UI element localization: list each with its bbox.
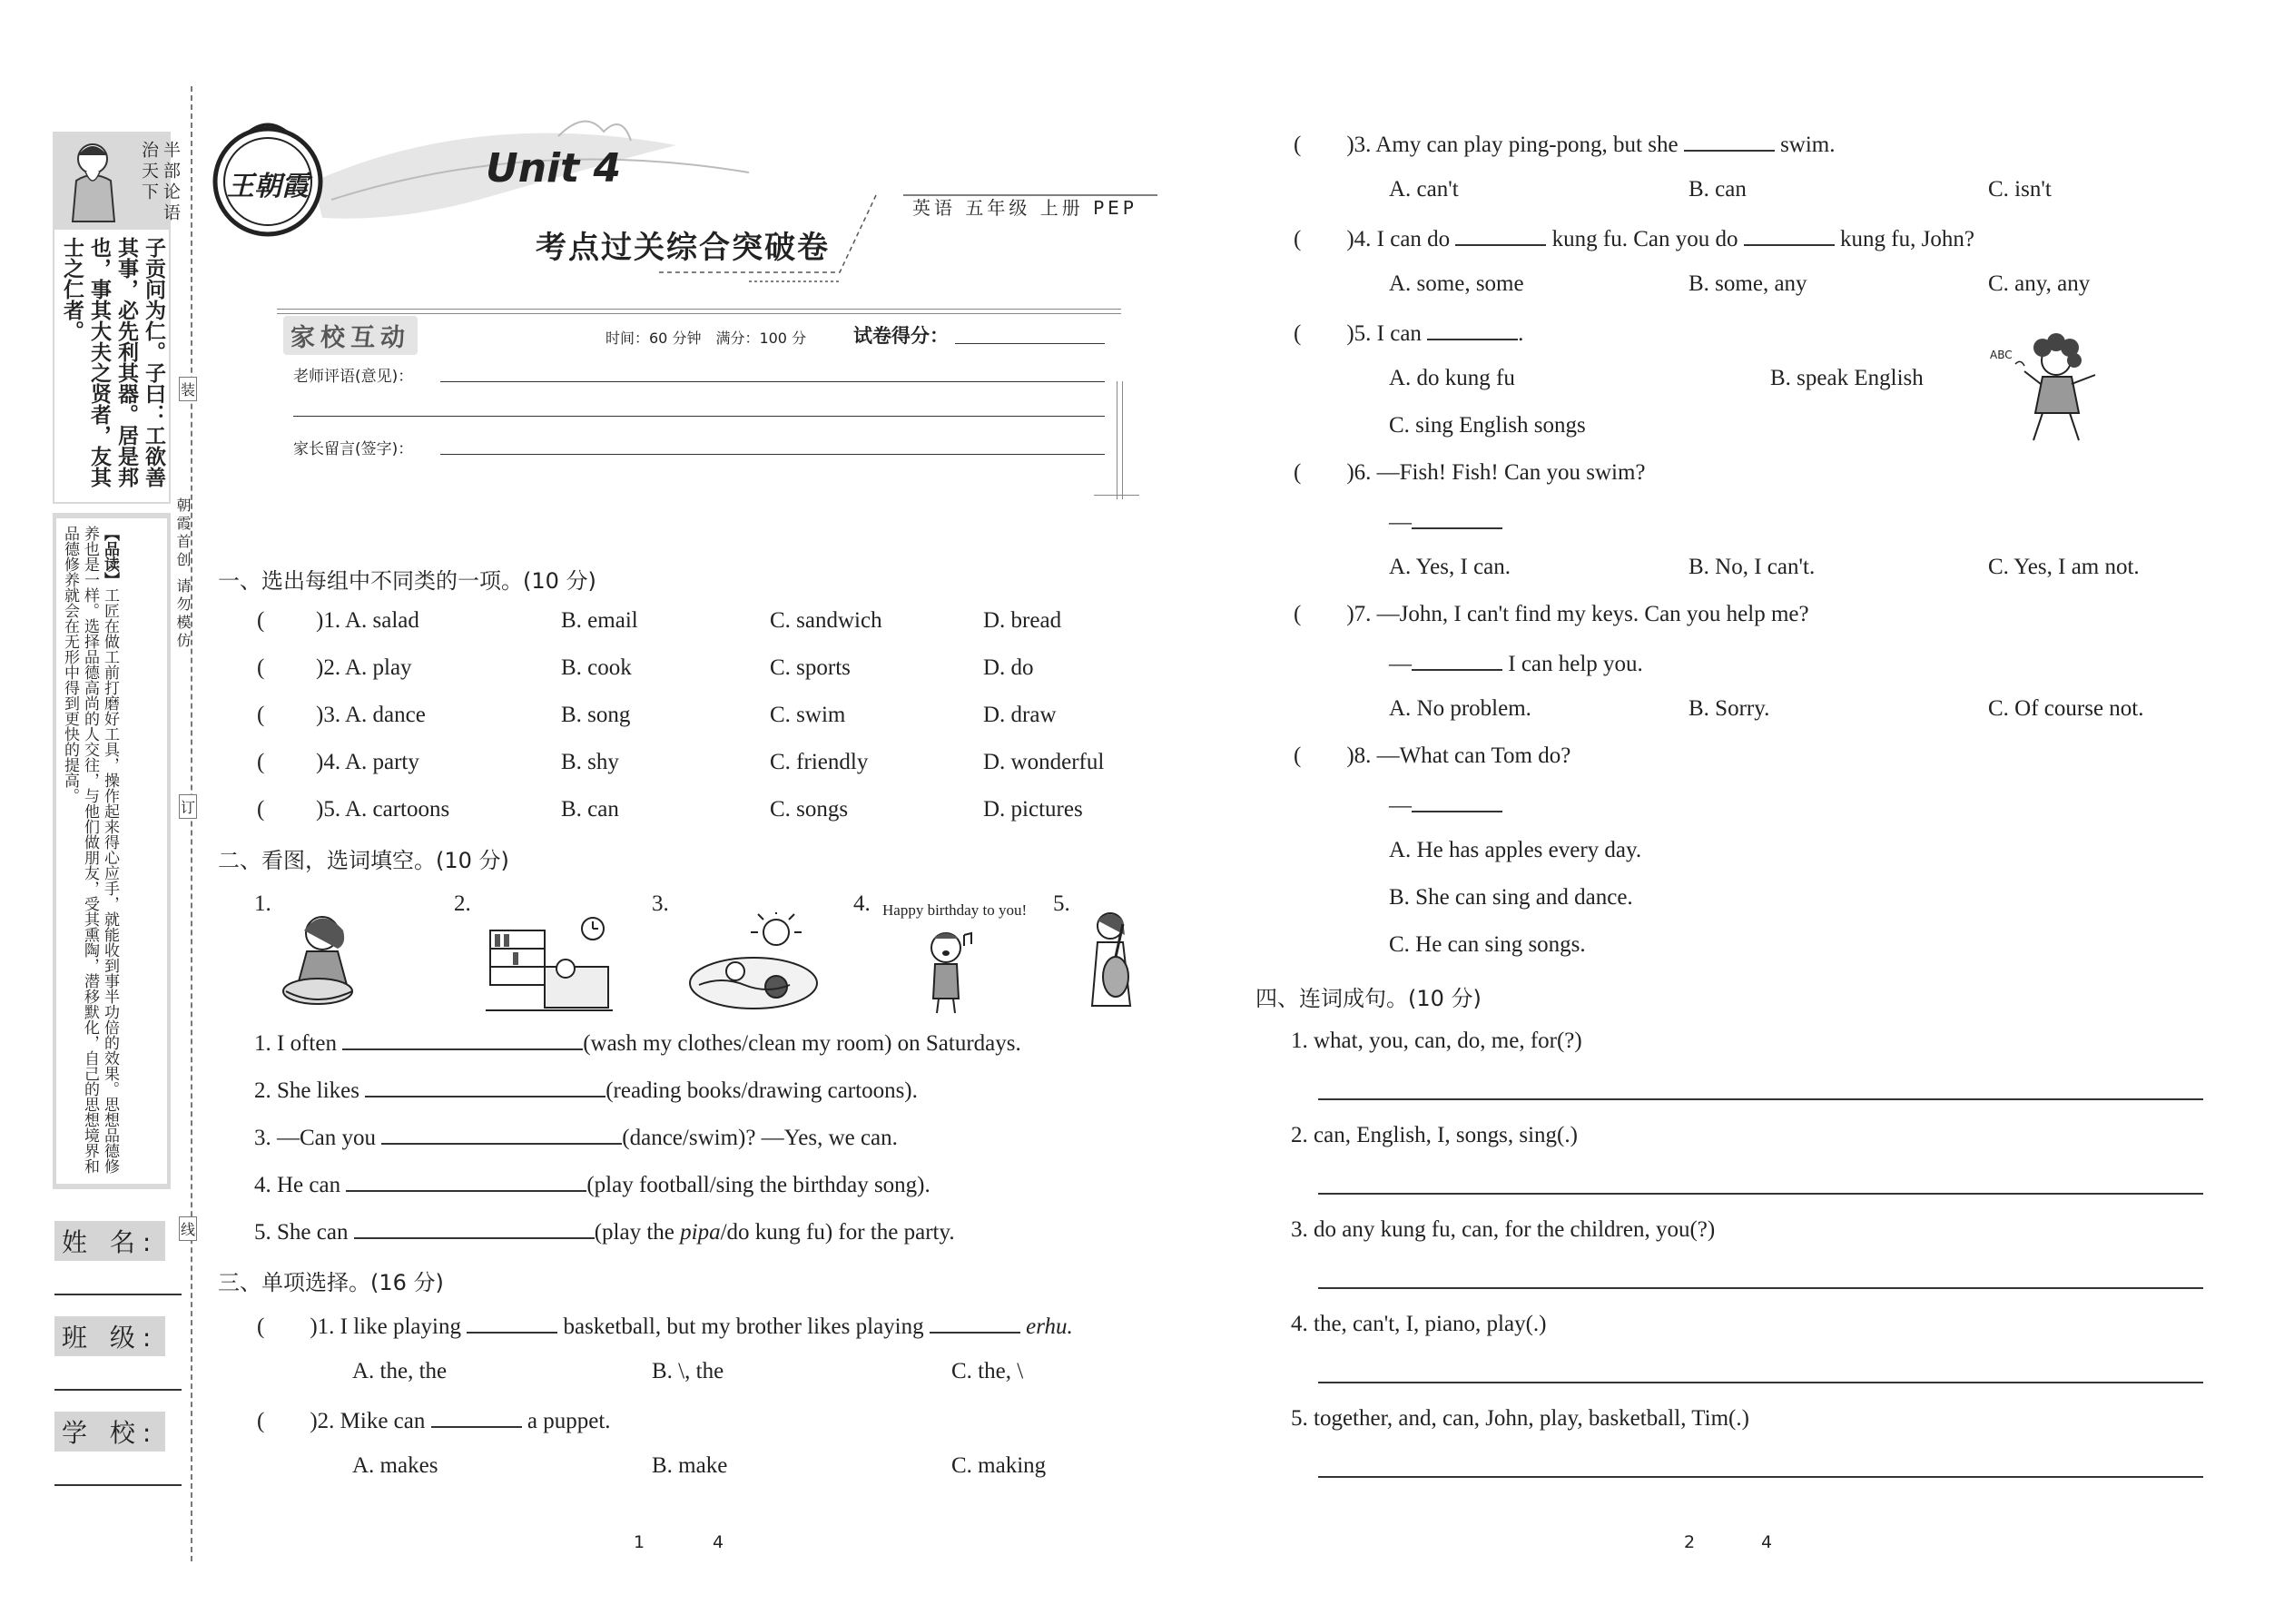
s3-q3-option-c[interactable]: C. isn't <box>1988 177 2052 202</box>
s3-q4 <box>1294 224 1974 252</box>
right-unit-number: 4 <box>1761 1532 1773 1552</box>
girl-playing-pipa-illustration <box>1076 906 1148 1015</box>
boy-singing-illustration <box>917 928 980 1014</box>
pic-num-1: 1. <box>254 891 271 916</box>
score-field[interactable] <box>955 343 1105 344</box>
s2-l4-post: (play football/sing the birthday song). <box>586 1173 930 1197</box>
cut-mark-3: 线 <box>179 1216 197 1241</box>
parent-comment-field[interactable] <box>440 454 1105 455</box>
s3-q7-reply-post: I can help you. <box>1508 652 1643 676</box>
s3-q7-blank[interactable] <box>1412 649 1502 671</box>
s3-q1-pre: )1. I like playing <box>310 1314 461 1339</box>
s3-q1-option-a[interactable]: A. the, the <box>352 1359 448 1383</box>
unit-title: Unit 4 <box>486 145 622 192</box>
s1-q3-num[interactable]: )3. A. dance <box>316 703 426 727</box>
pic-num-4: 4. <box>853 891 871 916</box>
s3-q1-option-c[interactable]: C. the, \ <box>951 1359 1024 1383</box>
left-page-number: 1 <box>634 1532 645 1552</box>
reading-text <box>60 526 120 1179</box>
s3-q3-pre: )3. Amy can play ping-pong, but she <box>1346 133 1679 157</box>
s2-l5-post-b: /do kung fu) for the party. <box>720 1220 955 1245</box>
pic-num-5: 5. <box>1053 891 1070 916</box>
s3-paren: ( <box>257 1409 265 1433</box>
s1-row-1 <box>257 608 1128 634</box>
s2-l5-post-a: (play the <box>594 1220 681 1245</box>
s1-paren: ( <box>257 703 265 727</box>
reading-panel <box>53 513 171 1189</box>
s3-q5-option-a[interactable]: A. do kung fu <box>1389 366 1515 390</box>
s3-q2 <box>257 1406 611 1434</box>
s2-l1-pre: 1. I often <box>254 1031 337 1056</box>
swimming-illustration <box>685 912 822 1012</box>
pic-num-3: 3. <box>652 891 669 916</box>
s4-item-3: 3. do any kung fu, can, for the children, you(?) <box>1291 1217 1716 1242</box>
s3-q6-reply <box>1389 507 1502 536</box>
s2-l1-blank[interactable] <box>342 1029 583 1050</box>
s1-q5-d[interactable]: D. pictures <box>983 797 1083 822</box>
s1-q1-d[interactable]: D. bread <box>983 608 1062 633</box>
reading-label: 【品读】 <box>101 526 119 587</box>
s1-q3-c[interactable]: C. swim <box>770 703 846 727</box>
s3-q6-option-b[interactable]: B. No, I can't. <box>1689 555 1816 579</box>
s3-q3-end: swim. <box>1780 133 1836 157</box>
s2-l3-post: (dance/swim)? —Yes, we can. <box>622 1126 898 1150</box>
s2-line-4 <box>254 1170 930 1198</box>
s3-q5 <box>1294 319 1523 347</box>
s1-paren: ( <box>257 750 265 774</box>
section2-title: 二、看图，选词填空。(10 分) <box>218 848 509 873</box>
edge-note: 朝霞首创 请勿模仿 <box>174 497 192 652</box>
s4-answer-1[interactable] <box>1318 1098 2203 1100</box>
motto-title: 半部论语治天下 <box>139 141 181 224</box>
s3-q6-option-c[interactable]: C. Yes, I am not. <box>1988 555 2140 579</box>
s3-q2-option-a[interactable]: A. makes <box>352 1453 438 1478</box>
s3-paren: ( <box>1294 133 1302 157</box>
s3-paren: ( <box>1294 227 1302 251</box>
s3-q2-option-b[interactable]: B. make <box>652 1453 728 1478</box>
s2-l5-pipa: pipa <box>680 1220 721 1245</box>
s1-q2-c[interactable]: C. sports <box>770 655 851 680</box>
s2-l2-pre: 2. She likes <box>254 1078 359 1103</box>
s4-answer-5[interactable] <box>1318 1476 2203 1478</box>
s3-q5-option-c[interactable]: C. sing English songs <box>1389 413 1586 438</box>
s3-paren: ( <box>1294 602 1302 626</box>
teacher-comment-field[interactable] <box>440 381 1105 382</box>
time-info: 时间：60 分钟 满分：100 分 <box>605 330 807 347</box>
s2-l1-post: (wash my clothes/clean my room) on Saturdays. <box>583 1031 1021 1056</box>
s3-q7-pre: )7. —John, I can't find my keys. Can you help me? <box>1346 602 1809 626</box>
s3-paren: ( <box>1294 460 1302 485</box>
s2-l4-blank[interactable] <box>346 1170 586 1192</box>
s4-item-1: 1. what, you, can, do, me, for(?) <box>1291 1029 1582 1053</box>
s3-q5-blank[interactable] <box>1427 319 1518 340</box>
s3-q1-option-b[interactable]: B. \, the <box>652 1359 724 1383</box>
binding-line <box>191 86 192 1561</box>
reading-body: 工匠在做工前打磨好工具，操作起来得心应手，就能收到事半功倍的效果。思想品德修养也是一样。选择品德高尚的人交往，与他们做朋友，受其熏陶，潜移默化，自己的思想境界和品德修养就会在无形中得到更快的提高。 <box>61 526 119 1174</box>
s3-q6-pre: )6. —Fish! Fish! Can you swim? <box>1346 460 1646 485</box>
s3-q4-blank2[interactable] <box>1744 224 1835 246</box>
s3-q5-pre: )5. I can <box>1346 321 1422 346</box>
clean-room-illustration <box>486 912 613 1012</box>
girl-singing-illustration <box>1988 331 2106 445</box>
s3-q7-option-a[interactable]: A. No problem. <box>1389 696 1531 721</box>
s1-q2-d[interactable]: D. do <box>983 655 1034 680</box>
name-field[interactable] <box>54 1294 182 1295</box>
s3-q6-option-a[interactable]: A. Yes, I can. <box>1389 555 1511 579</box>
name-label: 姓 名: <box>54 1221 165 1261</box>
home-school-title: 家校互动 <box>283 316 418 355</box>
s1-q5-b[interactable]: B. can <box>561 797 619 822</box>
s2-l4-pre: 4. He can <box>254 1173 341 1197</box>
s3-q4-option-b[interactable]: B. some, any <box>1689 271 1807 296</box>
s1-q4-d[interactable]: D. wonderful <box>983 750 1105 774</box>
cut-mark-2: 订 <box>179 794 197 819</box>
s1-q1-b[interactable]: B. email <box>561 608 638 633</box>
s3-q1-end: erhu. <box>1026 1314 1073 1339</box>
s3-q1 <box>257 1312 1073 1340</box>
s3-q6-blank[interactable] <box>1412 507 1502 529</box>
s3-q3-blank[interactable] <box>1684 130 1775 152</box>
s3-q7-dash: — <box>1389 652 1412 676</box>
s3-q8-option-b[interactable]: B. She can sing and dance. <box>1389 885 1633 910</box>
s1-row-2 <box>257 655 1128 681</box>
s1-q3-d[interactable]: D. draw <box>983 703 1057 727</box>
svg-text:ABC: ABC <box>1990 349 2013 361</box>
s2-line-3 <box>254 1123 898 1151</box>
parent-comment-label: 家长留言(签字)： <box>293 440 414 458</box>
s3-q4-pre: )4. I can do <box>1346 227 1451 251</box>
s3-q4-mid: kung fu. Can you do <box>1551 227 1738 251</box>
s3-q8-option-a[interactable]: A. He has apples every day. <box>1389 838 1642 862</box>
s3-q8-reply <box>1389 791 1502 819</box>
s3-q8-blank[interactable] <box>1412 791 1502 812</box>
sage-illustration <box>58 135 131 226</box>
s1-q4-b[interactable]: B. shy <box>561 750 619 774</box>
s3-q3-option-a[interactable]: A. can't <box>1389 177 1459 202</box>
s3-q6 <box>1294 460 1646 486</box>
grade-info: 英语 五年级 上册 PEP <box>912 197 1137 219</box>
s1-q3-b[interactable]: B. song <box>561 703 631 727</box>
s3-q7-option-b[interactable]: B. Sorry. <box>1689 696 1770 721</box>
s3-q2-blank[interactable] <box>431 1406 522 1428</box>
s1-row-3 <box>257 703 1128 728</box>
confucius-quote: 子贡问为仁。子曰：工欲善其事，必先利其器。居是邦也，事其大夫之贤者，友其士之仁者。 <box>60 237 165 487</box>
s4-answer-4[interactable] <box>1318 1382 2203 1383</box>
s3-q5-end: . <box>1518 321 1524 346</box>
girl-washing-clothes-illustration <box>272 908 372 1012</box>
s1-row-4 <box>257 750 1128 775</box>
section3-title: 三、单项选择。(16 分) <box>218 1270 444 1295</box>
brand-logo-text: 王朝霞 <box>227 172 309 202</box>
s1-q5-c[interactable]: C. songs <box>770 797 849 822</box>
s2-l5-blank[interactable] <box>354 1217 595 1239</box>
s1-paren: ( <box>257 797 265 822</box>
s3-q2-end: a puppet. <box>527 1409 611 1433</box>
teacher-comment-label: 老师评语(意见)： <box>293 368 414 386</box>
s1-q5-num[interactable]: )5. A. cartoons <box>316 797 450 822</box>
s3-q3-option-b[interactable]: B. can <box>1689 177 1747 202</box>
s1-q1-c[interactable]: C. sandwich <box>770 608 882 633</box>
s3-q4-end: kung fu, John? <box>1840 227 1974 251</box>
class-label: 班 级: <box>54 1316 165 1356</box>
s2-l5-pre: 5. She can <box>254 1220 349 1245</box>
right-page-number: 2 <box>1684 1532 1696 1552</box>
pic-num-2: 2. <box>454 891 471 916</box>
s2-l2-post: (reading books/drawing cartoons). <box>605 1078 918 1103</box>
s3-paren: ( <box>1294 321 1302 346</box>
s1-row-5 <box>257 797 1128 822</box>
score-label: 试卷得分： <box>853 325 949 347</box>
s3-q8-option-c[interactable]: C. He can sing songs. <box>1389 932 1586 957</box>
paper-subtitle: 考点过关综合突破卷 <box>536 231 830 265</box>
s3-q1-mid: basketball, but my brother likes playing <box>563 1314 924 1339</box>
s3-q7-option-c[interactable]: C. Of course not. <box>1988 696 2144 721</box>
s3-q8-dash: — <box>1389 793 1412 818</box>
s3-q7-reply <box>1389 649 1643 677</box>
s4-item-4: 4. the, can't, I, piano, play(.) <box>1291 1312 1547 1336</box>
motto-panel <box>53 132 181 504</box>
s4-answer-3[interactable] <box>1318 1287 2203 1289</box>
s3-q1-blank1[interactable] <box>467 1312 557 1334</box>
s1-paren: ( <box>257 608 265 633</box>
section1-title: 一、选出每组中不同类的一项。(10 分) <box>218 568 596 594</box>
s1-q2-num[interactable]: )2. A. play <box>316 655 412 680</box>
s1-q4-c[interactable]: C. friendly <box>770 750 869 774</box>
s3-q1-blank2[interactable] <box>930 1312 1020 1334</box>
s3-q8 <box>1294 743 1570 769</box>
s3-q2-pre: )2. Mike can <box>310 1409 426 1433</box>
s3-q4-option-c[interactable]: C. any, any <box>1988 271 2091 296</box>
s3-q3 <box>1294 130 1836 158</box>
s3-q5-option-b[interactable]: B. speak English <box>1770 366 1924 390</box>
class-field[interactable] <box>54 1389 182 1391</box>
s3-paren: ( <box>257 1314 265 1339</box>
s3-paren: ( <box>1294 743 1302 768</box>
s4-item-2: 2. can, English, I, songs, sing(.) <box>1291 1123 1578 1147</box>
s3-q4-option-a[interactable]: A. some, some <box>1389 271 1524 296</box>
section4-title: 四、连词成句。(10 分) <box>1255 986 1482 1011</box>
cut-mark-1: 装 <box>179 377 197 401</box>
s2-line-1 <box>254 1029 1021 1057</box>
s3-q2-option-c[interactable]: C. making <box>951 1453 1047 1478</box>
s2-l2-blank[interactable] <box>365 1076 605 1097</box>
s1-q2-b[interactable]: B. cook <box>561 655 632 680</box>
s4-item-5: 5. together, and, can, John, play, basketball, Tim(.) <box>1291 1406 1749 1431</box>
s1-paren: ( <box>257 655 265 680</box>
s3-q8-pre: )8. —What can Tom do? <box>1346 743 1571 768</box>
s2-line-2 <box>254 1076 918 1104</box>
s3-q4-blank1[interactable] <box>1455 224 1546 246</box>
left-unit-number: 4 <box>713 1532 724 1552</box>
s2-line-5 <box>254 1217 955 1245</box>
s1-q4-num[interactable]: )4. A. party <box>316 750 419 774</box>
school-field[interactable] <box>54 1484 182 1486</box>
s4-answer-2[interactable] <box>1318 1193 2203 1195</box>
s3-q7 <box>1294 602 1809 627</box>
s2-l3-pre: 3. —Can you <box>254 1126 377 1150</box>
school-label: 学 校: <box>54 1412 165 1452</box>
s1-q1-num[interactable]: )1. A. salad <box>316 608 419 633</box>
birthday-caption: Happy birthday to you! <box>882 901 1028 919</box>
teacher-comment-field-2[interactable] <box>293 416 1105 417</box>
s2-l3-blank[interactable] <box>381 1123 622 1145</box>
s3-q6-dash: — <box>1389 510 1412 535</box>
